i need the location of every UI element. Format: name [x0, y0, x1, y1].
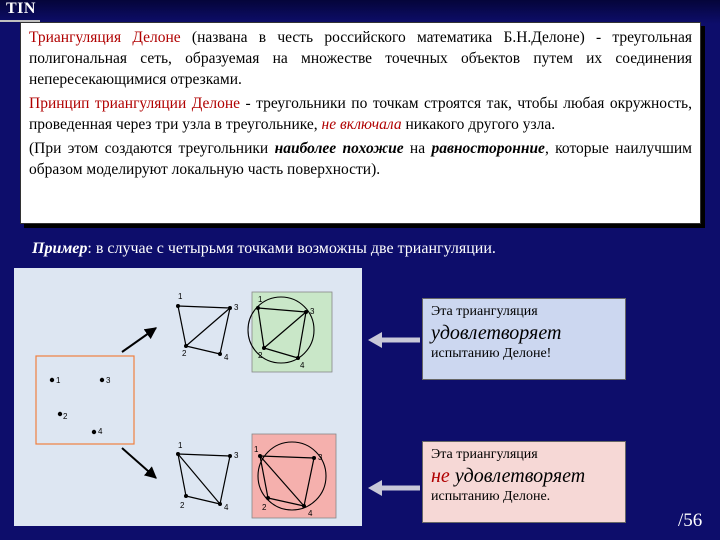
source-label-4: 4	[98, 427, 103, 436]
source-label-3: 3	[106, 376, 111, 385]
svg-text:3: 3	[318, 453, 323, 462]
callout-bad-negation: не	[431, 465, 450, 487]
svg-text:3: 3	[234, 303, 239, 312]
arrow-left-good-icon	[368, 330, 422, 350]
svg-text:2: 2	[180, 501, 185, 510]
paragraph-principle	[29, 93, 692, 135]
source-point-1	[50, 378, 54, 382]
triangulation-diagram	[14, 268, 362, 526]
svg-text:2: 2	[262, 503, 267, 512]
note-emphasis-2: равносторонние	[431, 140, 545, 157]
note-text-a: (При этом создаются треугольники	[29, 140, 275, 157]
title-bar	[0, 0, 720, 24]
callout-good-line3: испытанию Делоне!	[431, 346, 552, 361]
callout-bad-line1: Эта триангуляция	[431, 447, 538, 462]
callout-bad-verb: удовлетворяет	[449, 465, 586, 487]
callout-bad-line3: испытанию Делоне.	[431, 489, 551, 504]
definition-textbox	[20, 22, 701, 224]
svg-text:1: 1	[254, 445, 259, 454]
svg-text:1: 1	[258, 295, 263, 304]
svg-text:4: 4	[224, 503, 229, 512]
source-label-1: 1	[56, 376, 61, 385]
source-label-2: 2	[63, 412, 68, 421]
note-text-b: на	[403, 140, 432, 157]
diagram-svg	[14, 268, 362, 526]
principle-text-a: - треугольники по точкам строятся так, чтобы любая окружность, проведенная через три узла в треугольнике,	[29, 95, 693, 133]
principle-emphasis: не включала	[321, 116, 402, 133]
callout-bad-line2	[431, 464, 617, 488]
page-number: /56	[678, 510, 703, 531]
principle-text-b: никакого другого узла.	[401, 116, 556, 133]
slide-title: TIN	[6, 0, 36, 17]
callout-good-line2: удовлетворяет	[431, 322, 562, 344]
source-point-3	[100, 378, 104, 382]
note-emphasis-1: наиболее похожие	[274, 140, 404, 157]
svg-text:4: 4	[308, 509, 313, 518]
example-caption	[32, 240, 496, 258]
arrow-left-bad-icon	[368, 478, 422, 498]
note-text-c: , которые наилучшим образом моделируют локальную часть поверхности).	[29, 140, 692, 178]
source-points-box	[36, 356, 134, 444]
paragraph-note	[29, 138, 692, 180]
term-delaunay-principle: Принцип триангуляции Делоне	[29, 95, 241, 112]
paragraph-definition	[29, 27, 692, 90]
svg-text:3: 3	[234, 451, 239, 460]
bad-triangulation-circle	[252, 434, 336, 518]
definition-text: (названа в честь российского математика Б.Н.Делоне) - треугольная полигональная сеть, образуемая на множестве точечных объектов путем их соединения непересекающимися отрезками.	[29, 29, 692, 88]
callout-good-line1: Эта триангуляция	[431, 304, 538, 319]
good-triangulation-circle	[248, 292, 332, 372]
example-label: Пример	[32, 240, 88, 257]
callout-satisfies	[422, 298, 626, 380]
svg-text:3: 3	[310, 307, 315, 316]
svg-text:4: 4	[224, 353, 229, 362]
arrow-to-good	[122, 328, 156, 352]
svg-text:4: 4	[300, 361, 305, 370]
arrow-to-bad	[122, 448, 156, 478]
svg-text:1: 1	[178, 292, 183, 301]
example-text: : в случае с четырьмя точками возможны две триангуляции.	[87, 240, 496, 257]
callout-not-satisfies	[422, 441, 626, 523]
source-point-2	[58, 412, 62, 416]
term-delaunay-triangulation: Триангуляция Делоне	[29, 29, 181, 46]
svg-text:2: 2	[258, 351, 263, 360]
svg-text:1: 1	[178, 441, 183, 450]
svg-text:2: 2	[182, 349, 187, 358]
bad-triangulation-plain	[176, 441, 239, 512]
good-triangulation-plain	[176, 292, 239, 362]
source-point-4	[92, 430, 96, 434]
